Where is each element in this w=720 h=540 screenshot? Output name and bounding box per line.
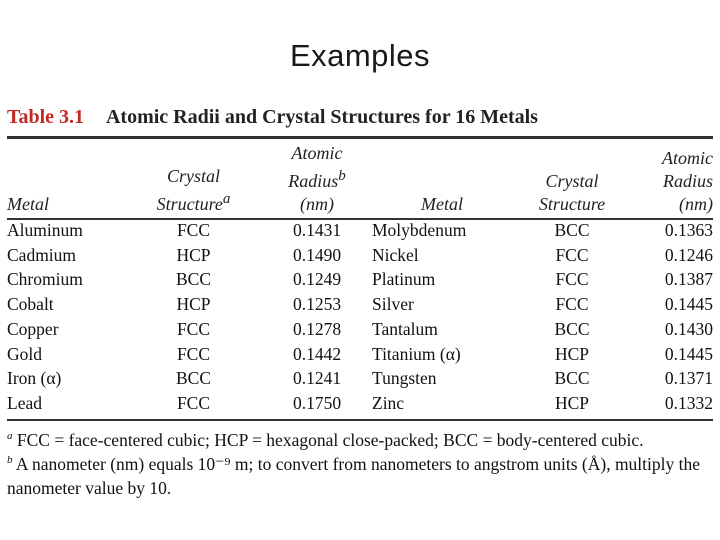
radius-cell: 0.1387 (664, 269, 713, 290)
footnote-mark: b (7, 454, 13, 467)
structure-cell: BCC (554, 220, 590, 240)
table-row (7, 366, 713, 391)
structure-cell: FCC (176, 220, 211, 240)
table-bottom-rule (7, 419, 713, 421)
structure-cell: HCP (176, 294, 211, 315)
footnote-mark-b: b (338, 168, 346, 184)
metal-cell: Cobalt (7, 294, 54, 315)
structure-cell: FCC (176, 343, 211, 364)
structure-cell: BCC (554, 318, 590, 339)
structure-cell: FCC (176, 318, 211, 339)
radius-cell: 0.1246 (664, 244, 713, 265)
structure-cell: FCC (176, 392, 211, 413)
radius-cell: 0.1490 (292, 244, 342, 265)
metal-cell: Molybdenum (372, 220, 467, 240)
footnote-text: FCC = face-centered cubic; HCP = hexagonal close-packed; BCC = body-centered cubic. (16, 430, 644, 450)
structure-cell: BCC (554, 368, 590, 389)
metal-cell: Iron (α) (7, 368, 62, 389)
metal-cell: Silver (372, 294, 414, 315)
header-radius-right: Atomic Radius (nm) (662, 148, 713, 214)
table-row (7, 317, 713, 342)
metal-cell: Lead (7, 392, 42, 413)
structure-cell: FCC (555, 294, 589, 315)
table-top-rule (7, 136, 713, 139)
structure-cell: FCC (555, 244, 589, 265)
table-row (7, 243, 713, 268)
radius-cell: 0.1278 (292, 318, 342, 339)
structure-cell: HCP (554, 392, 590, 413)
metal-cell: Tantalum (372, 318, 438, 339)
table-header-row (7, 141, 713, 218)
metal-cell: Aluminum (7, 220, 83, 240)
radius-cell: 0.1430 (664, 318, 713, 339)
radius-cell: 0.1241 (292, 368, 342, 389)
radius-cell: 0.1249 (292, 269, 342, 290)
metal-cell: Titanium (α) (372, 343, 461, 364)
metal-cell: Cadmium (7, 244, 77, 265)
footnote-mark-a: a (222, 191, 231, 207)
radius-cell: 0.1253 (292, 294, 342, 315)
structure-cell: HCP (176, 244, 211, 265)
header-structure-right: Crystal Structure (538, 171, 606, 214)
table-row (7, 292, 713, 317)
radius-cell: 0.1442 (292, 343, 342, 364)
radius-cell: 0.1750 (292, 392, 342, 413)
metal-cell: Tungsten (372, 368, 437, 389)
table-row (7, 218, 713, 243)
footnote-mark: a (7, 430, 13, 443)
table-title: Atomic Radii and Crystal Structures for 16 Metals (105, 106, 538, 128)
metal-cell: Chromium (7, 269, 83, 290)
table-caption (7, 106, 713, 129)
metal-cell: Gold (7, 343, 42, 364)
slide-title: Examples (289, 38, 431, 73)
footnote-text: A nanometer (nm) equals 10⁻⁹ m; to convert from nanometers to angstrom units (Å), multiply the nanometer value by 10. (7, 454, 701, 498)
footnote-a (7, 428, 715, 452)
radius-cell: 0.1431 (292, 220, 342, 240)
metal-cell: Zinc (372, 392, 405, 413)
radius-cell: 0.1371 (664, 368, 713, 389)
header-radius-left: Atomic Radius$^b$ (nm) (288, 143, 346, 214)
header-metal-left: Metal (7, 194, 49, 214)
table-row (7, 342, 713, 367)
table-row (7, 267, 713, 292)
table-footnotes (7, 428, 715, 500)
header-structure-left: Crystal Structure$^a$ (156, 166, 231, 214)
structure-cell: BCC (175, 368, 212, 389)
radius-cell: 0.1332 (664, 392, 713, 413)
structure-cell: FCC (555, 269, 589, 290)
metal-cell: Copper (7, 318, 59, 339)
metal-cell: Platinum (372, 269, 436, 290)
header-metal-right: Metal (421, 194, 463, 214)
table-row (7, 391, 713, 416)
radius-cell: 0.1363 (664, 220, 713, 240)
radius-cell: 0.1445 (664, 343, 713, 364)
structure-cell: BCC (175, 269, 212, 290)
metal-cell: Nickel (372, 244, 419, 265)
radius-cell: 0.1445 (664, 294, 713, 315)
table-label: Table 3.1 (7, 106, 85, 128)
metals-table (7, 141, 713, 416)
footnote-b (7, 452, 715, 500)
structure-cell: HCP (554, 343, 590, 364)
